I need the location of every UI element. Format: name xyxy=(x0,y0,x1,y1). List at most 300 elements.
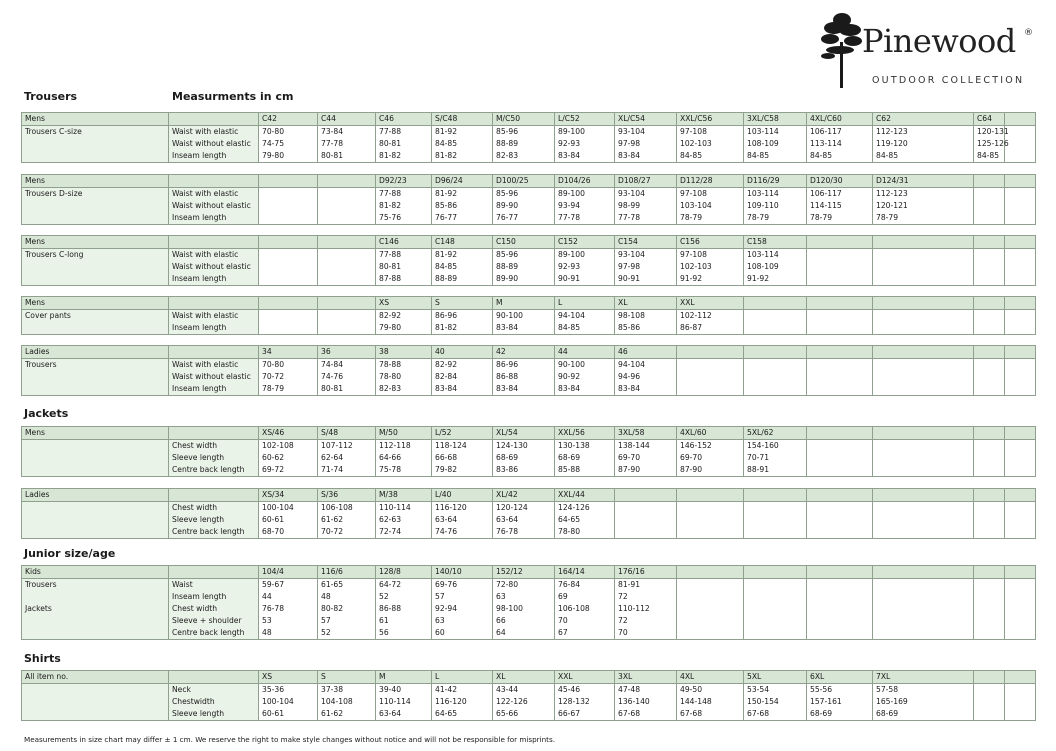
measure-value: 72-80 xyxy=(493,579,555,592)
measure-value: 83-84 xyxy=(555,150,615,163)
size-label xyxy=(974,489,1005,502)
measure-value xyxy=(974,371,1005,383)
brand-name: Pinewood xyxy=(862,22,1016,60)
size-header-row xyxy=(22,236,1036,249)
measure-value xyxy=(744,502,807,515)
size-label: 5XL xyxy=(744,671,807,684)
measure-value xyxy=(807,591,873,603)
spacer-cell xyxy=(1005,514,1036,526)
size-label: 128/8 xyxy=(376,566,432,579)
measure-value: 35-36 xyxy=(259,684,318,697)
product-name xyxy=(22,440,169,453)
measure-value: 150-154 xyxy=(744,696,807,708)
measure-value: 92-94 xyxy=(432,603,493,615)
measure-value: 45-46 xyxy=(555,684,615,697)
measure-value xyxy=(744,591,807,603)
measure-value: 70-71 xyxy=(744,452,807,464)
measure-value: 68-69 xyxy=(807,708,873,721)
size-label: 34 xyxy=(259,346,318,359)
measure-row xyxy=(22,273,1036,286)
product-name xyxy=(22,261,169,273)
size-label: M/C50 xyxy=(493,113,555,126)
measure-value: 81-92 xyxy=(432,188,493,201)
measure-value: 43-44 xyxy=(493,684,555,697)
measure-label: Neck xyxy=(169,684,259,697)
measure-value: 78-79 xyxy=(677,212,744,225)
measure-label: Centre back length xyxy=(169,526,259,539)
spacer-cell xyxy=(1005,579,1036,592)
group-label: All item no. xyxy=(22,671,169,684)
measure-value: 88-91 xyxy=(744,464,807,477)
measure-row xyxy=(22,627,1036,640)
measure-value: 97-108 xyxy=(677,188,744,201)
measure-value: 84-85 xyxy=(873,150,974,163)
measure-value xyxy=(974,310,1005,323)
size-label xyxy=(873,346,974,359)
size-label: 3XL xyxy=(615,671,677,684)
measure-value: 64-65 xyxy=(555,514,615,526)
spacer-cell xyxy=(1005,212,1036,225)
size-label: XL xyxy=(615,297,677,310)
measure-value: 87-90 xyxy=(677,464,744,477)
measure-value: 63-64 xyxy=(493,514,555,526)
size-header-row xyxy=(22,297,1036,310)
measure-value: 102-108 xyxy=(259,440,318,453)
measure-value xyxy=(807,322,873,335)
measure-value xyxy=(974,188,1005,201)
measure-value xyxy=(974,249,1005,262)
measure-value xyxy=(318,200,376,212)
measure-header-cell xyxy=(169,671,259,684)
measure-value: 83-84 xyxy=(493,322,555,335)
measure-row xyxy=(22,200,1036,212)
size-label xyxy=(974,297,1005,310)
measure-value: 49-50 xyxy=(677,684,744,697)
measure-value: 39-40 xyxy=(376,684,432,697)
measure-value xyxy=(873,603,974,615)
size-label: 4XL xyxy=(677,671,744,684)
product-name xyxy=(22,322,169,335)
measure-value xyxy=(744,322,807,335)
measure-value: 70-80 xyxy=(259,359,318,372)
measure-value: 52 xyxy=(376,591,432,603)
measure-label: Sleeve + shoulder xyxy=(169,615,259,627)
measure-label: Centre back length xyxy=(169,627,259,640)
size-table-mens-jackets xyxy=(21,426,1036,477)
measure-value: 110-112 xyxy=(615,603,677,615)
size-label xyxy=(807,427,873,440)
measure-value: 77-78 xyxy=(318,138,376,150)
pine-tree-icon xyxy=(820,12,864,90)
spacer-cell xyxy=(1005,261,1036,273)
measure-value: 83-84 xyxy=(432,383,493,396)
measure-value: 80-81 xyxy=(376,138,432,150)
measure-value: 77-88 xyxy=(376,249,432,262)
product-name xyxy=(22,615,169,627)
measure-value: 84-85 xyxy=(677,150,744,163)
measure-value: 89-100 xyxy=(555,249,615,262)
measure-value: 100-104 xyxy=(259,696,318,708)
size-label xyxy=(615,489,677,502)
product-name xyxy=(22,200,169,212)
spacer-cell xyxy=(1005,440,1036,453)
size-label: L xyxy=(555,297,615,310)
product-name xyxy=(22,371,169,383)
measure-value: 59-67 xyxy=(259,579,318,592)
measure-value xyxy=(807,273,873,286)
measure-value xyxy=(677,514,744,526)
measure-value: 48 xyxy=(318,591,376,603)
measure-value xyxy=(807,249,873,262)
measure-value xyxy=(744,526,807,539)
measure-value xyxy=(807,603,873,615)
measure-value: 70-72 xyxy=(259,371,318,383)
measure-value: 79-80 xyxy=(259,150,318,163)
size-label: XXL xyxy=(677,297,744,310)
size-label xyxy=(873,297,974,310)
size-header-row xyxy=(22,566,1036,579)
measure-value: 84-85 xyxy=(807,150,873,163)
size-label: 40 xyxy=(432,346,493,359)
measure-value: 78-88 xyxy=(376,359,432,372)
measure-value xyxy=(807,627,873,640)
measure-value: 119-120 xyxy=(873,138,974,150)
size-label: M xyxy=(376,671,432,684)
measure-value: 97-108 xyxy=(677,249,744,262)
size-label: 38 xyxy=(376,346,432,359)
measure-value xyxy=(677,627,744,640)
measure-value: 66 xyxy=(493,615,555,627)
product-name xyxy=(22,452,169,464)
measure-value: 41-42 xyxy=(432,684,493,697)
measure-value xyxy=(259,212,318,225)
size-label xyxy=(259,175,318,188)
size-label: C46 xyxy=(376,113,432,126)
measure-label: Inseam length xyxy=(169,383,259,396)
measure-value xyxy=(677,383,744,396)
measure-value: 89-90 xyxy=(493,273,555,286)
size-label: XXL/56 xyxy=(555,427,615,440)
measure-value: 78-79 xyxy=(873,212,974,225)
measure-value: 128-132 xyxy=(555,696,615,708)
measure-value: 71-74 xyxy=(318,464,376,477)
measure-value xyxy=(615,514,677,526)
measure-value xyxy=(318,261,376,273)
product-name: Trousers xyxy=(22,359,169,372)
measure-value: 85-96 xyxy=(493,126,555,139)
measure-value xyxy=(318,212,376,225)
measure-value: 83-84 xyxy=(555,383,615,396)
spacer-cell xyxy=(1005,696,1036,708)
measure-value: 57-58 xyxy=(873,684,974,697)
measure-value: 63-64 xyxy=(376,708,432,721)
size-label xyxy=(677,566,744,579)
measure-value: 86-96 xyxy=(493,359,555,372)
size-label xyxy=(318,297,376,310)
size-label: C148 xyxy=(432,236,493,249)
size-label: 140/10 xyxy=(432,566,493,579)
measure-value: 77-88 xyxy=(376,126,432,139)
measure-value xyxy=(744,603,807,615)
measure-value: 85-96 xyxy=(493,249,555,262)
measure-value: 83-84 xyxy=(615,383,677,396)
measure-value: 60-61 xyxy=(259,514,318,526)
measure-value: 77-78 xyxy=(615,212,677,225)
measure-value xyxy=(318,322,376,335)
size-label: XL xyxy=(493,671,555,684)
measure-value: 85-86 xyxy=(615,322,677,335)
measure-value xyxy=(974,696,1005,708)
size-label xyxy=(259,297,318,310)
heading-shirts: Shirts xyxy=(24,652,61,665)
measure-value xyxy=(615,526,677,539)
size-label: C62 xyxy=(873,113,974,126)
measure-value xyxy=(807,310,873,323)
size-table-mens-cover-pants xyxy=(21,296,1036,335)
measure-header-cell xyxy=(169,297,259,310)
spacer-cell xyxy=(1005,591,1036,603)
measure-value: 116-120 xyxy=(432,502,493,515)
measure-value: 85-88 xyxy=(555,464,615,477)
measure-value: 44 xyxy=(259,591,318,603)
measure-value: 48 xyxy=(259,627,318,640)
measure-value: 93-104 xyxy=(615,188,677,201)
size-label: XXL xyxy=(555,671,615,684)
measure-value: 82-92 xyxy=(432,359,493,372)
size-label: D104/26 xyxy=(555,175,615,188)
spacer-cell xyxy=(1005,427,1036,440)
measure-value xyxy=(677,615,744,627)
size-label: C154 xyxy=(615,236,677,249)
measure-value: 130-138 xyxy=(555,440,615,453)
spacer-cell xyxy=(1005,138,1036,150)
size-label xyxy=(974,175,1005,188)
measure-label: Sleeve length xyxy=(169,452,259,464)
measure-value xyxy=(744,359,807,372)
measure-row xyxy=(22,212,1036,225)
heading-measurements: Measurments in cm xyxy=(172,90,294,103)
measure-value: 91-92 xyxy=(677,273,744,286)
measure-value: 103-114 xyxy=(744,188,807,201)
measure-value xyxy=(318,249,376,262)
measure-value: 72 xyxy=(615,591,677,603)
measure-value: 79-80 xyxy=(376,322,432,335)
measure-value: 65-66 xyxy=(493,708,555,721)
measure-value: 82-84 xyxy=(432,371,493,383)
measure-row xyxy=(22,322,1036,335)
measure-value: 69-76 xyxy=(432,579,493,592)
measure-value xyxy=(873,464,974,477)
size-label: XL/C54 xyxy=(615,113,677,126)
measure-value xyxy=(974,502,1005,515)
size-label xyxy=(807,236,873,249)
measure-value xyxy=(974,464,1005,477)
size-label: 176/16 xyxy=(615,566,677,579)
measure-label: Waist without elastic xyxy=(169,261,259,273)
measure-value: 87-90 xyxy=(615,464,677,477)
measure-value xyxy=(873,526,974,539)
measure-value xyxy=(677,603,744,615)
measure-value: 86-88 xyxy=(376,603,432,615)
size-label: 6XL xyxy=(807,671,873,684)
measure-value: 61 xyxy=(376,615,432,627)
measure-value: 81-92 xyxy=(432,249,493,262)
product-name xyxy=(22,627,169,640)
measure-row xyxy=(22,579,1036,592)
size-table-ladies-trousers xyxy=(21,345,1036,396)
measure-value: 124-126 xyxy=(555,502,615,515)
size-label xyxy=(974,346,1005,359)
measure-value: 93-104 xyxy=(615,126,677,139)
measure-value: 66-67 xyxy=(555,708,615,721)
measure-value xyxy=(259,322,318,335)
measure-value: 69-70 xyxy=(615,452,677,464)
measure-row xyxy=(22,440,1036,453)
spacer-cell xyxy=(1005,615,1036,627)
measure-value: 106-117 xyxy=(807,126,873,139)
measure-label: Sleeve length xyxy=(169,514,259,526)
measure-value xyxy=(873,359,974,372)
group-label: Mens xyxy=(22,236,169,249)
size-label: S xyxy=(318,671,376,684)
measure-value: 120-131 xyxy=(974,126,1005,139)
measure-value: 70 xyxy=(555,615,615,627)
size-label: XS xyxy=(376,297,432,310)
measure-value: 83-86 xyxy=(493,464,555,477)
measure-label: Centre back length xyxy=(169,464,259,477)
size-label: 164/14 xyxy=(555,566,615,579)
measure-value: 90-100 xyxy=(493,310,555,323)
measure-value xyxy=(677,359,744,372)
measure-value: 110-114 xyxy=(376,502,432,515)
measure-value: 109-110 xyxy=(744,200,807,212)
measure-value: 64-65 xyxy=(432,708,493,721)
measure-value: 120-124 xyxy=(493,502,555,515)
measure-value: 63-64 xyxy=(432,514,493,526)
measure-value: 83-84 xyxy=(615,150,677,163)
measure-value: 72 xyxy=(615,615,677,627)
measure-value xyxy=(807,371,873,383)
spacer-cell xyxy=(1005,249,1036,262)
measure-value xyxy=(974,526,1005,539)
size-label: D92/23 xyxy=(376,175,432,188)
measure-value xyxy=(873,371,974,383)
measure-header-cell xyxy=(169,346,259,359)
measure-value xyxy=(974,684,1005,697)
measure-value: 63 xyxy=(432,615,493,627)
measure-value: 60 xyxy=(432,627,493,640)
measure-value: 122-126 xyxy=(493,696,555,708)
measure-label: Inseam length xyxy=(169,591,259,603)
measure-value xyxy=(974,452,1005,464)
measure-value: 93-94 xyxy=(555,200,615,212)
measure-row xyxy=(22,371,1036,383)
measure-value: 94-104 xyxy=(555,310,615,323)
spacer-cell xyxy=(1005,200,1036,212)
measure-value: 118-124 xyxy=(432,440,493,453)
size-label xyxy=(974,671,1005,684)
measure-value: 70 xyxy=(615,627,677,640)
size-label xyxy=(744,346,807,359)
product-name xyxy=(22,212,169,225)
measure-value xyxy=(873,502,974,515)
measure-value: 90-92 xyxy=(555,371,615,383)
measure-value: 116-120 xyxy=(432,696,493,708)
measure-value xyxy=(318,188,376,201)
size-label: L xyxy=(432,671,493,684)
measure-value: 84-85 xyxy=(432,261,493,273)
measure-value xyxy=(974,627,1005,640)
size-label: S/C48 xyxy=(432,113,493,126)
measure-value: 70-72 xyxy=(318,526,376,539)
measure-row xyxy=(22,138,1036,150)
size-label: 7XL xyxy=(873,671,974,684)
measure-label: Waist xyxy=(169,579,259,592)
measure-value xyxy=(807,383,873,396)
measure-value: 67-68 xyxy=(677,708,744,721)
measure-value xyxy=(807,440,873,453)
measure-value: 112-118 xyxy=(376,440,432,453)
measure-label: Waist with elastic xyxy=(169,310,259,323)
size-label: C44 xyxy=(318,113,376,126)
measure-value: 68-69 xyxy=(873,708,974,721)
measure-value: 76-78 xyxy=(493,526,555,539)
measure-value: 82-83 xyxy=(376,383,432,396)
measure-value: 94-104 xyxy=(615,359,677,372)
product-name: Trousers xyxy=(22,579,169,592)
spacer-cell xyxy=(1005,566,1036,579)
measure-value xyxy=(807,452,873,464)
measure-value: 81-92 xyxy=(432,126,493,139)
measure-label: Waist without elastic xyxy=(169,200,259,212)
measure-label: Inseam length xyxy=(169,322,259,335)
measure-value xyxy=(974,200,1005,212)
measure-value: 64 xyxy=(493,627,555,640)
measure-value: 69 xyxy=(555,591,615,603)
spacer-cell xyxy=(1005,188,1036,201)
product-name: Cover pants xyxy=(22,310,169,323)
measure-value: 74-84 xyxy=(318,359,376,372)
measure-value: 103-114 xyxy=(744,126,807,139)
measure-value: 57 xyxy=(318,615,376,627)
measure-value: 86-96 xyxy=(432,310,493,323)
measure-value xyxy=(974,440,1005,453)
measure-value xyxy=(677,371,744,383)
size-label xyxy=(873,566,974,579)
size-label: 44 xyxy=(555,346,615,359)
measure-value: 81-91 xyxy=(615,579,677,592)
measure-row xyxy=(22,615,1036,627)
measure-value: 154-160 xyxy=(744,440,807,453)
size-label: XXL/44 xyxy=(555,489,615,502)
measure-value: 157-161 xyxy=(807,696,873,708)
measure-value: 53 xyxy=(259,615,318,627)
size-label xyxy=(873,236,974,249)
size-label: M/50 xyxy=(376,427,432,440)
product-name: Trousers D-size xyxy=(22,188,169,201)
measure-value: 120-121 xyxy=(873,200,974,212)
measure-value: 60-62 xyxy=(259,452,318,464)
measure-header-cell xyxy=(169,175,259,188)
size-label xyxy=(974,236,1005,249)
measure-value: 78-79 xyxy=(744,212,807,225)
measure-row xyxy=(22,591,1036,603)
brand-logo xyxy=(818,12,1038,92)
measure-value: 113-114 xyxy=(807,138,873,150)
measure-value: 84-85 xyxy=(974,150,1005,163)
size-table-shirts xyxy=(21,670,1036,721)
spacer-cell xyxy=(1005,502,1036,515)
